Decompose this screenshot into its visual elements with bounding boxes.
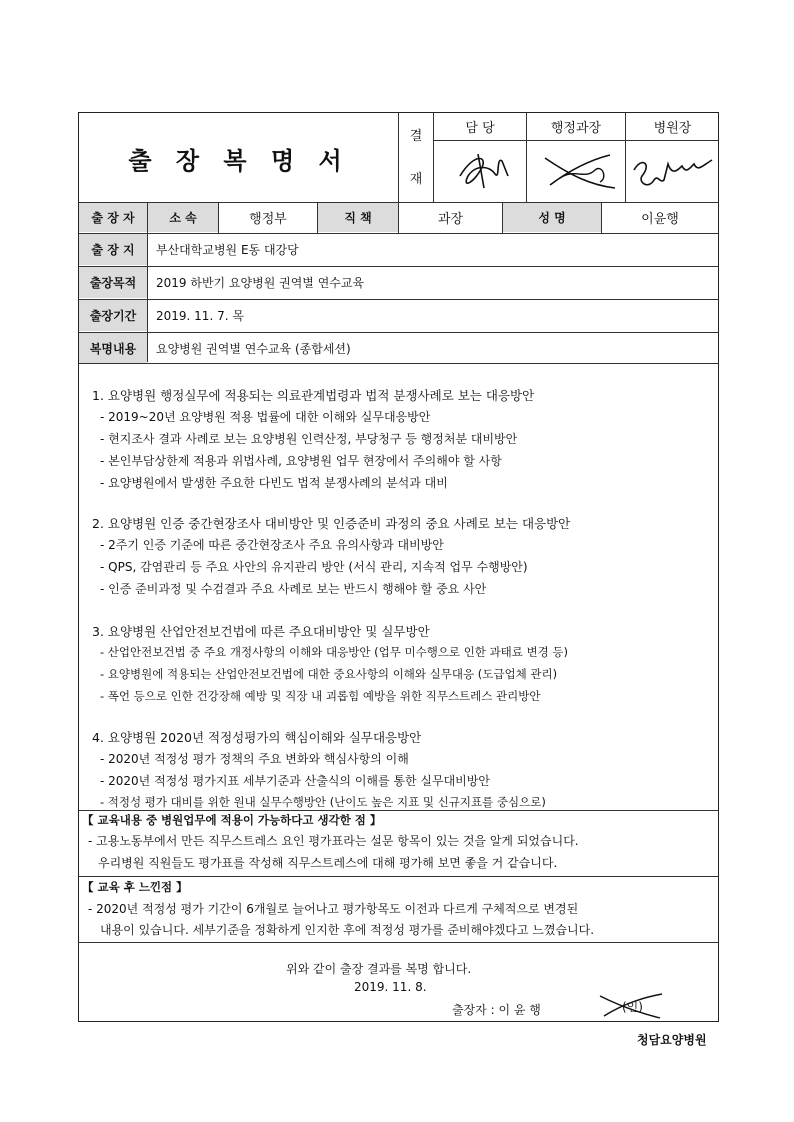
divider <box>78 363 719 364</box>
section-4-item: - 2020년 적정성 평가지표 세부기준과 산출식의 이해를 통한 실무대비방안 <box>100 774 490 788</box>
section-1-item: - 현지조사 결과 사례로 보는 요양병원 인력산정, 부당청구 등 행정처분 대비방안 <box>100 432 518 446</box>
seal-mark: (인) <box>622 1000 643 1014</box>
divider <box>78 810 719 811</box>
document-title: 출 장 복 명 서 <box>128 146 350 175</box>
applicable-line: 우리병원 직원들도 평가표를 작성해 직무스트레스에 대해 평가해 보면 좋을 거 같습니다. <box>98 856 558 870</box>
dept-value: 행정부 <box>249 212 287 227</box>
content-value: 요양병원 권역별 연수교육 (종합세션) <box>156 341 351 356</box>
applicable-heading: 【 교육내용 중 병원업무에 적용이 가능하다고 생각한 점 】 <box>82 813 382 827</box>
organization-name: 청담요양병원 <box>637 1033 707 1047</box>
approval-label-top: 결 <box>409 128 423 144</box>
impressions-line: 내용이 있습니다. 세부기준을 정확하게 인지한 후에 적정성 평가를 준비해야겠다고 느꼈습니다. <box>100 923 595 937</box>
section-1-item: - 2019~20년 요양병원 적용 법률에 대한 이해와 실무대응방안 <box>100 410 431 424</box>
section-1-item: - 본인부담상한제 적용과 위법사례, 요양병원 업무 현장에서 주의해야 할 사항 <box>100 454 502 468</box>
place-label: 출 장 지 <box>79 234 147 265</box>
section-4-heading: 4. 요양병원 2020년 적정성평가의 핵심이해와 실무대응방안 <box>92 730 422 745</box>
position-label: 직 책 <box>318 203 398 232</box>
place-value: 부산대학교병원 E동 대강당 <box>156 243 299 257</box>
signer-signature <box>596 990 666 1020</box>
section-1-heading: 1. 요양병원 행정실무에 적용되는 의료관계법령과 법적 분쟁사례로 보는 대응방안 <box>92 388 535 403</box>
section-3-item: - 요양병원에 적용되는 산업안전보건법에 대한 중요사항의 이해와 실무대응 (도급업체 관리) <box>100 667 558 681</box>
impressions-line: - 2020년 적정성 평가 기간이 6개월로 늘어나고 평가항목도 이전과 다르게 구체적으로 변경된 <box>88 902 579 916</box>
signer-line: 출장자 : 이 윤 행 <box>452 1003 541 1017</box>
divider <box>398 202 399 233</box>
dept-label: 소 속 <box>148 203 218 232</box>
section-2-item: - 인증 준비과정 및 수검결과 주요 사례로 보는 반드시 행해야 할 중요 사안 <box>100 582 487 596</box>
section-2-item: - QPS, 감염관리 등 주요 사안의 유지관리 방안 (서식 관리, 지속적 업무 수행방안) <box>100 560 528 574</box>
section-2-item: - 2주기 인증 기준에 따른 중간현장조사 주요 유의사항과 대비방안 <box>100 538 444 552</box>
content-label: 복명내용 <box>79 333 147 363</box>
divider <box>317 202 318 233</box>
approval-col-director: 병원장 <box>653 121 692 136</box>
report-date: 2019. 11. 8. <box>354 980 427 994</box>
closing-statement: 위와 같이 출장 결과를 복명 합니다. <box>286 962 472 976</box>
section-4-item: - 적정성 평가 대비를 위한 원내 실무수행방안 (난이도 높은 지표 및 신규지표를 중심으로) <box>100 795 546 809</box>
section-3-item: - 폭언 등으로 인한 건강장해 예방 및 직장 내 괴롭힘 예방을 위한 직무스트레스 관리방안 <box>100 689 541 703</box>
name-label: 성 명 <box>503 203 601 232</box>
divider <box>433 140 719 141</box>
signature-director <box>628 150 718 194</box>
position-value: 과장 <box>437 212 464 227</box>
section-3-heading: 3. 요양병원 산업안전보건법에 따른 주요대비방안 및 실무방안 <box>92 624 430 639</box>
applicable-line: - 고용노동부에서 만든 직무스트레스 요인 평가표라는 설문 항목이 있는 것을 알게 되었습니다. <box>88 834 579 848</box>
purpose-label: 출장목적 <box>79 267 147 298</box>
section-4-item: - 2020년 적정성 평가 정책의 주요 변화와 핵심사항의 이해 <box>100 752 409 766</box>
approval-col-staff: 담 당 <box>465 121 495 136</box>
signature-admin-head <box>540 150 620 194</box>
divider <box>502 202 503 233</box>
section-3-item: - 산업안전보건법 중 주요 개정사항의 이해와 대응방안 (업무 미수행으로 인한 과태료 변경 등) <box>100 645 569 659</box>
divider <box>601 202 602 233</box>
name-value: 이윤행 <box>641 212 679 227</box>
approval-col-admin-head: 행정과장 <box>550 121 602 136</box>
reporter-label: 출 장 자 <box>79 203 147 232</box>
purpose-value: 2019 하반기 요양병원 권역별 연수교육 <box>156 276 365 290</box>
divider <box>78 942 719 943</box>
impressions-heading: 【 교육 후 느낀점 】 <box>82 880 188 894</box>
period-value: 2019. 11. 7. 목 <box>156 309 244 323</box>
section-2-heading: 2. 요양병원 인증 중간현장조사 대비방안 및 인증준비 과정의 중요 사례로 보는 대응방안 <box>92 516 571 531</box>
signature-staff <box>450 146 520 196</box>
divider <box>78 876 719 877</box>
period-label: 출장기간 <box>79 300 147 331</box>
approval-label-bottom: 재 <box>409 172 423 187</box>
section-1-item: - 요양병원에서 발생한 주요한 다빈도 법적 분쟁사례의 분석과 대비 <box>100 476 448 490</box>
divider <box>218 202 219 233</box>
